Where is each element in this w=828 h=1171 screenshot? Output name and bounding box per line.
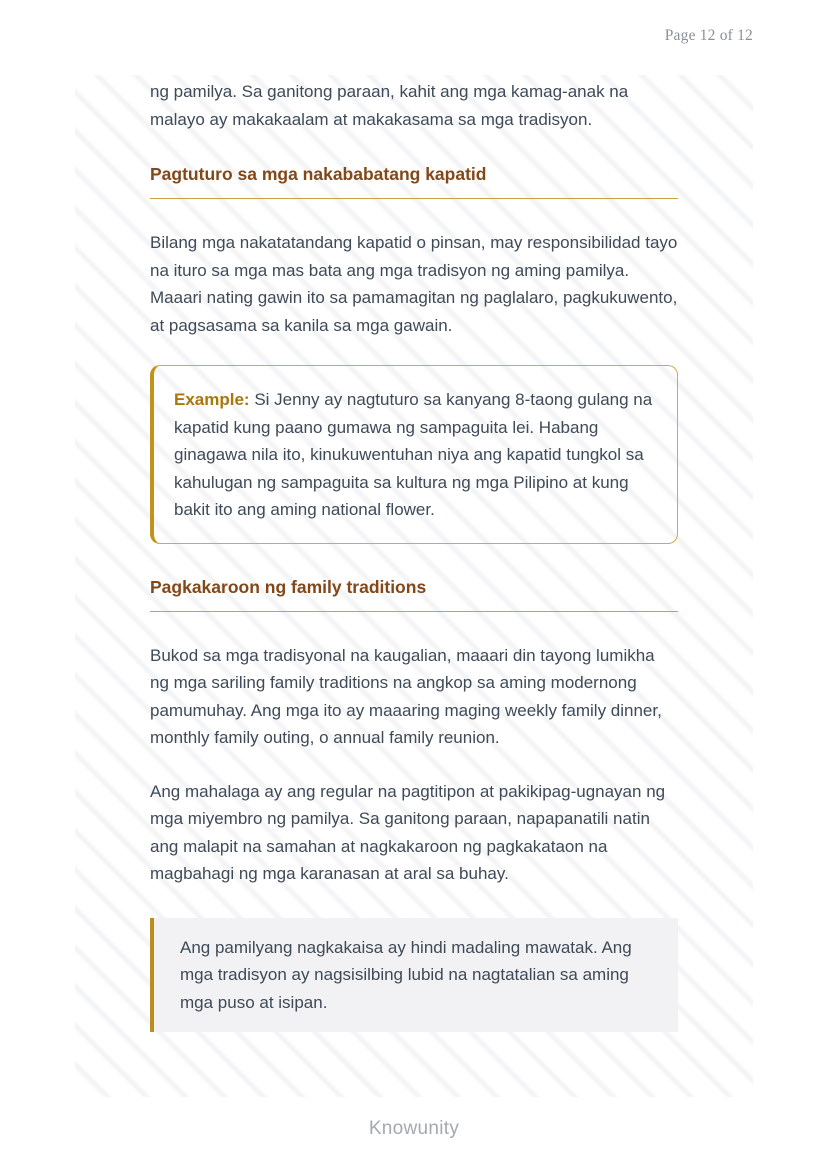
example-text: Si Jenny ay nagtuturo sa kanyang 8-taong gulang na kapatid kung paano gumawa ng sampaguita lei. Habang ginagawa nila ito, kinukuwentuhan niya ang kapatid tungkol sa kahulugan ng sampaguita sa kultura ng mga Pilipino at kung bakit ito ang aming national flower. — [174, 390, 653, 519]
section1-paragraph: Bilang mga nakatatandang kapatid o pinsan, may responsibilidad tayo na ituro sa mga mas bata ang mga tradisyon ng aming pamilya. Maaari nating gawin ito sa pamamagitan ng paglalaro, pagkukuwento, at pagsasama sa kanila sa mga gawain. — [150, 233, 678, 335]
footer-brand: Knowunity — [368, 1118, 460, 1139]
section-heading-pagtuturo: Pagtuturo sa mga nakababatang kapatid — [150, 164, 678, 199]
page-content-area — [75, 75, 753, 1097]
section-heading-pagkakaroon: Pagkakaroon ng family traditions — [150, 577, 678, 612]
quote-text: Ang pamilyang nagkakaisa ay hindi madaling mawatak. Ang mga tradisyon ay nagsisilbing lubid na nagtatalian sa aming mga puso at isipan. — [180, 937, 632, 1012]
intro-paragraph: ng pamilya. Sa ganitong paraan, kahit ang mga kamag-anak na malayo ay makakaalam at makakasama sa mga tradisyon. — [150, 82, 629, 129]
section2-paragraph-1: Bukod sa mga tradisyonal na kaugalian, maaari din tayong lumikha ng mga sariling family traditions na angkop sa aming modernong pamumuhay. Ang mga ito ay maaaring maging weekly family dinner, monthly family outing, o annual family reunion. — [150, 645, 662, 747]
page-indicator: Page 12 of 12 — [664, 27, 753, 44]
section2-paragraph-2: Ang mahalaga ay ang regular na pagtitipon at pakikipag-ugnayan ng mga miyembro ng pamilya. Sa ganitong paraan, napapanatili natin ang malapit na samahan at nagkakaroon ng pagkakataon na magbahagi ng mga karanasan at aral sa buhay. — [150, 781, 666, 883]
example-box — [150, 365, 678, 544]
page-footer — [0, 1118, 828, 1140]
content-column — [75, 75, 753, 1032]
example-paragraph — [174, 386, 653, 524]
example-label: Example: — [174, 390, 250, 409]
quote-box — [150, 918, 678, 1033]
